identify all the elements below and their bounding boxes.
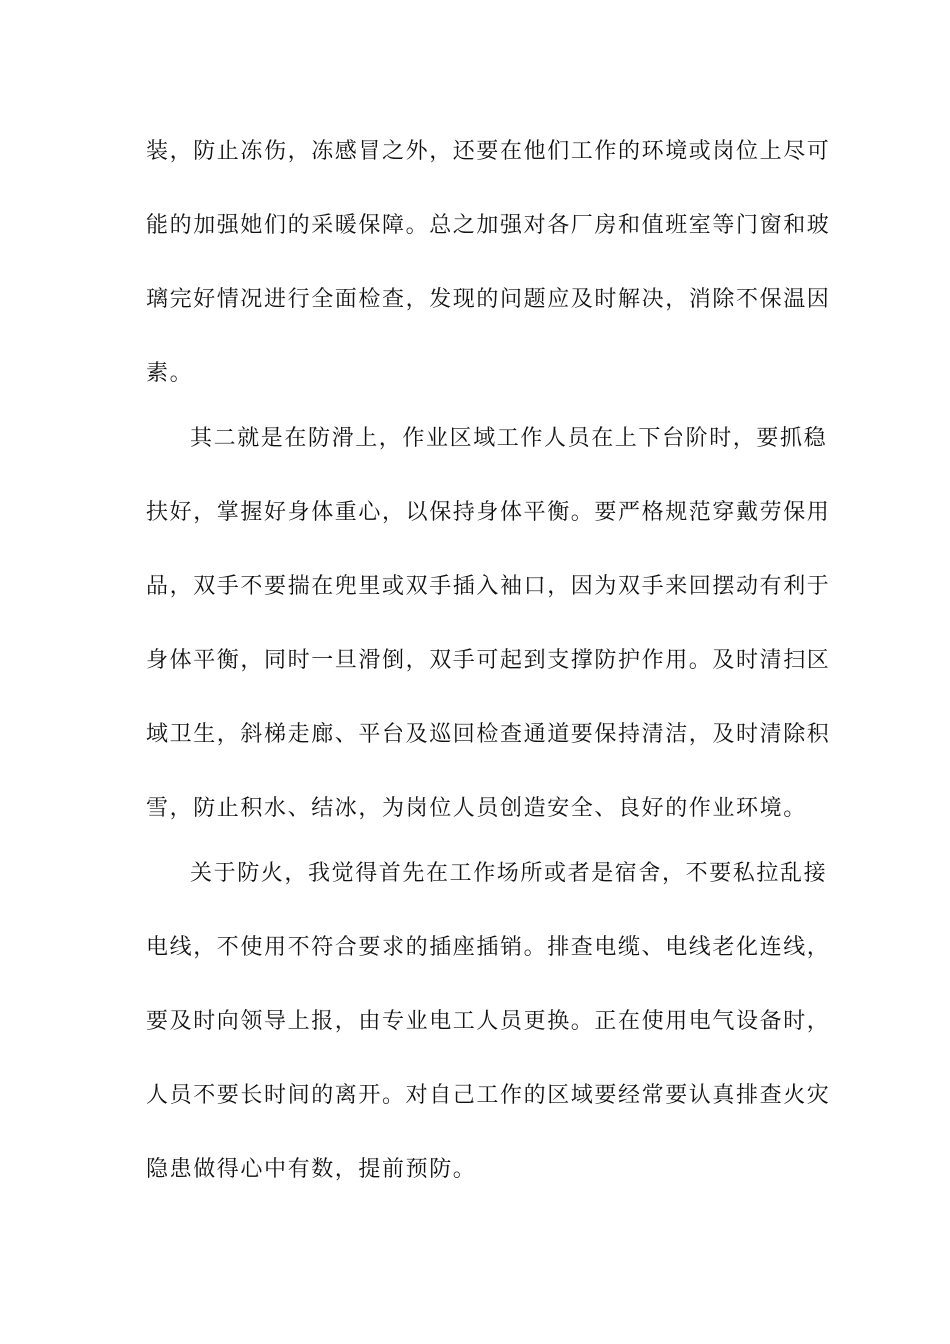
paragraph-2-line-2: 扶好，掌握好身体重心，以保持身体平衡。要严格规范穿戴劳保用	[146, 500, 831, 525]
paragraph-3-line-1: 关于防火，我觉得首先在工作场所或者是宿舍，不要私拉乱接	[190, 861, 828, 886]
paragraph-2-line-5: 域卫生，斜梯走廊、平台及巡回检查通道要保持清洁，及时清除积	[146, 722, 831, 747]
paragraph-2-line-1: 其二就是在防滑上，作业区域工作人员在上下台阶时，要抓稳	[190, 426, 828, 451]
paragraph-3-line-2: 电线，不使用不符合要求的插座插销。排查电缆、电线老化连线，	[146, 935, 831, 960]
paragraph-2-line-3: 品，双手不要揣在兜里或双手插入袖口，因为双手来回摆动有利于	[146, 574, 831, 599]
paragraph-3-line-4: 人员不要长时间的离开。对自己工作的区域要经常要认真排查火灾	[146, 1083, 831, 1108]
paragraph-1-line-1: 装，防止冻伤，冻感冒之外，还要在他们工作的环境或岗位上尽可	[146, 139, 831, 164]
paragraph-2-line-4: 身体平衡，同时一旦滑倒，双手可起到支撑防护作用。及时清扫区	[146, 648, 831, 673]
paragraph-1-line-2: 能的加强她们的采暖保障。总之加强对各厂房和值班室等门窗和玻	[146, 213, 831, 238]
paragraph-3-line-3: 要及时向领导上报，由专业电工人员更换。正在使用电气设备时，	[146, 1009, 831, 1034]
paragraph-1-line-3: 璃完好情况进行全面检查，发现的问题应及时解决，消除不保温因	[146, 287, 831, 312]
paragraph-2-line-6: 雪，防止积水、结冰，为岗位人员创造安全、良好的作业环境。	[146, 796, 807, 821]
paragraph-3-line-5: 隐患做得心中有数，提前预防。	[146, 1157, 477, 1182]
paragraph-1-line-4: 素。	[146, 361, 194, 386]
